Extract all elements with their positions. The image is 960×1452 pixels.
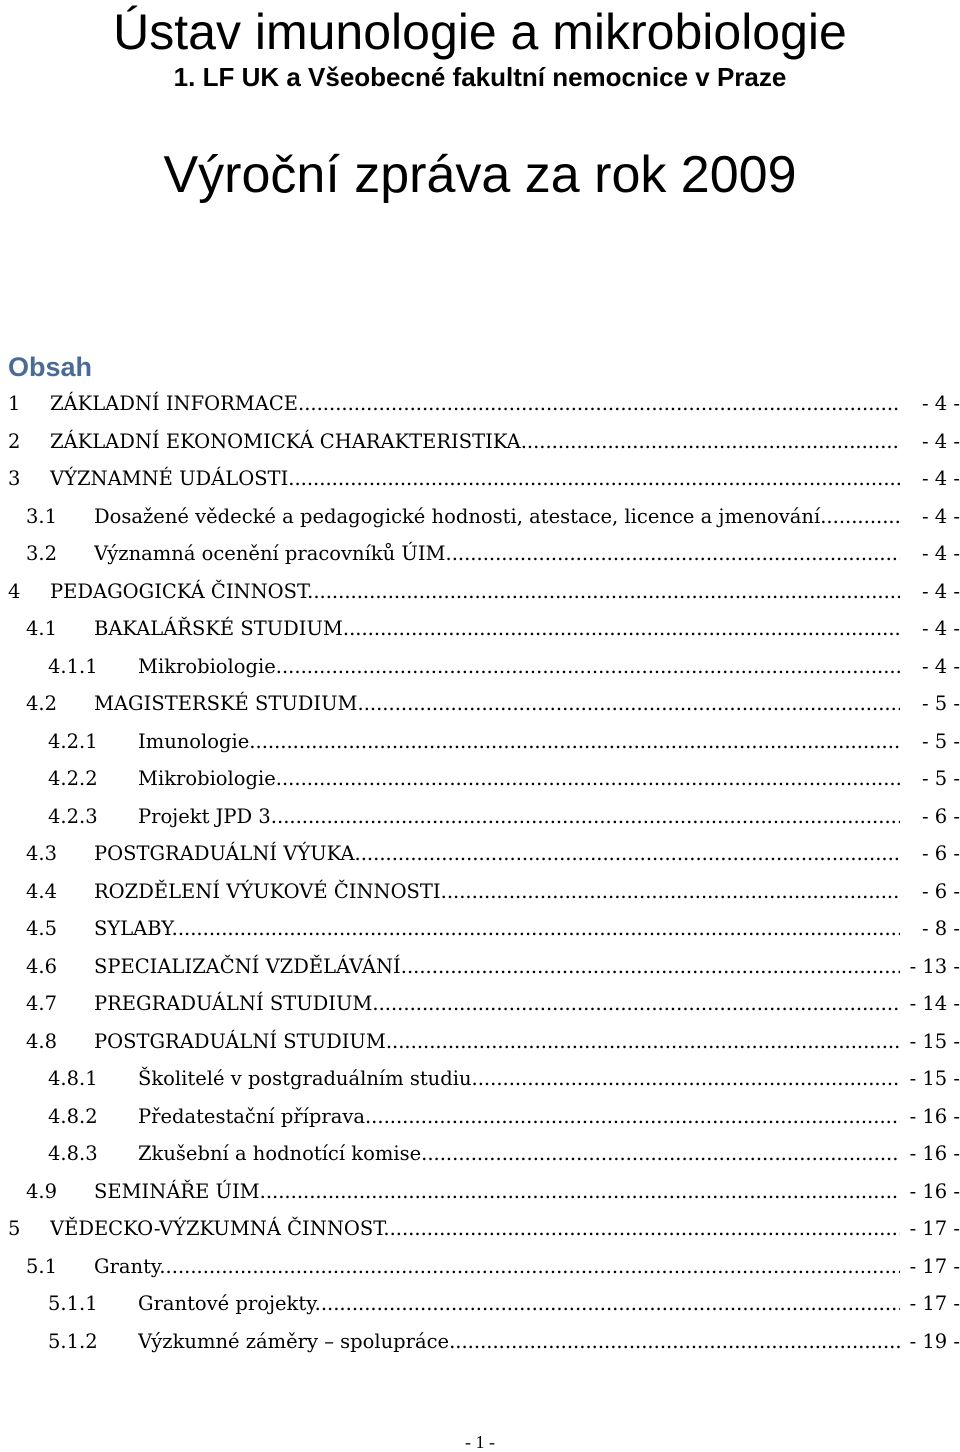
toc-entry-page: - 8 -	[922, 917, 960, 940]
toc-entry-label: VĚDECKO-VÝZKUMNÁ ČINNOST .....	[50, 1210, 900, 1248]
toc-entry-page: - 5 -	[922, 767, 960, 790]
toc-entry[interactable]	[8, 1248, 960, 1286]
toc-entry-page: - 16 -	[909, 1142, 960, 1165]
toc-entry[interactable]	[8, 498, 960, 536]
toc-entry-number: 4.2.2	[48, 767, 98, 790]
toc-entry-label: Zkušební a hodnotící komise .....	[138, 1135, 900, 1173]
toc-entry-number: 5.1.1	[48, 1292, 98, 1315]
toc-entry[interactable]	[8, 835, 960, 873]
toc-entry-page: - 6 -	[922, 804, 960, 828]
toc-entry-label: BAKALÁŘSKÉ STUDIUM .....	[94, 610, 900, 648]
toc-entry-page: - 16 -	[909, 1104, 960, 1128]
toc-entry[interactable]	[8, 910, 960, 948]
toc-entry-number: 4.1.1	[48, 654, 98, 678]
toc-entry-number: 4.3	[26, 842, 58, 865]
toc-entry-number: 4.8	[26, 1029, 58, 1053]
toc-entry-page: - 15 -	[909, 1029, 960, 1053]
toc-entry[interactable]	[8, 648, 960, 686]
toc-entry[interactable]	[8, 1135, 960, 1173]
toc-entry-number: 2	[8, 429, 21, 453]
toc-entry[interactable]	[8, 1023, 960, 1061]
toc-entry-page: - 5 -	[922, 692, 960, 715]
toc-entry-number: 4.6	[26, 954, 58, 978]
toc-entry-number: 4.8.2	[48, 1104, 98, 1128]
toc-entry-page: - 4 -	[922, 467, 960, 490]
toc-entry-label: ZÁKLADNÍ EKONOMICKÁ CHARAKTERISTIKA .....	[50, 423, 900, 461]
toc-entry[interactable]	[8, 1210, 960, 1248]
table-of-contents	[8, 385, 960, 1360]
toc-entry-number: 3.2	[26, 542, 58, 565]
document-title: Výroční zpráva za rok 2009	[163, 146, 797, 204]
toc-entry-label: Mikrobiologie .....	[138, 648, 900, 686]
institute-title: Ústav imunologie a mikrobiologie	[113, 4, 847, 60]
toc-entry-number: 4.1	[26, 617, 58, 640]
toc-entry[interactable]	[8, 685, 960, 723]
toc-entry-number: 4.2.1	[48, 729, 98, 753]
toc-entry-number: 3	[8, 467, 21, 490]
toc-entry-page: - 4 -	[922, 654, 960, 678]
toc-entry[interactable]	[8, 535, 960, 573]
toc-entry[interactable]	[8, 1323, 960, 1361]
toc-entry-number: 4	[8, 579, 21, 603]
toc-entry-number: 4.8.1	[48, 1067, 98, 1090]
toc-entry[interactable]	[8, 760, 960, 798]
toc-entry-page: - 17 -	[909, 1292, 960, 1315]
toc-entry-label: POSTGRADUÁLNÍ STUDIUM .....	[94, 1023, 900, 1061]
toc-entry-label: Školitelé v postgraduálním studiu .....	[138, 1060, 900, 1098]
toc-entry-page: - 4 -	[922, 542, 960, 565]
toc-entry-label: SPECIALIZAČNÍ VZDĚLÁVÁNÍ .....	[94, 948, 900, 986]
toc-entry-label: Významná ocenění pracovníků ÚIM .....	[94, 535, 900, 573]
toc-entry-number: 4.8.3	[48, 1142, 98, 1165]
toc-entry-page: - 17 -	[909, 1254, 960, 1278]
toc-entry-number: 4.5	[26, 917, 58, 940]
toc-entry[interactable]	[8, 1098, 960, 1136]
toc-entry[interactable]	[8, 460, 960, 498]
toc-entry[interactable]	[8, 798, 960, 836]
page-number: - 1 -	[465, 1432, 495, 1452]
toc-entry-page: - 13 -	[909, 954, 960, 978]
toc-entry-label: VÝZNAMNÉ UDÁLOSTI .....	[50, 460, 900, 498]
toc-entry[interactable]	[8, 1173, 960, 1211]
toc-entry[interactable]	[8, 948, 960, 986]
toc-entry[interactable]	[8, 873, 960, 911]
toc-entry-number: 5.1	[26, 1254, 58, 1278]
toc-entry[interactable]	[8, 385, 960, 423]
toc-entry-page: - 19 -	[909, 1329, 960, 1353]
toc-entry[interactable]	[8, 573, 960, 611]
toc-entry-page: - 4 -	[922, 617, 960, 640]
toc-entry-page: - 4 -	[922, 429, 960, 453]
toc-entry-label: PEDAGOGICKÁ ČINNOST .....	[50, 573, 900, 611]
toc-entry-page: - 16 -	[909, 1179, 960, 1203]
toc-entry-page: - 4 -	[922, 579, 960, 603]
toc-entry-page: - 4 -	[922, 392, 960, 415]
toc-entry-label: Výzkumné záměry – spolupráce .....	[138, 1323, 900, 1361]
toc-entry-page: - 4 -	[922, 504, 960, 528]
toc-entry-label: POSTGRADUÁLNÍ VÝUKA .....	[94, 835, 900, 873]
toc-entry-number: 4.9	[26, 1179, 58, 1203]
toc-entry-page: - 5 -	[922, 729, 960, 753]
toc-entry-page: - 14 -	[909, 992, 960, 1015]
toc-entry-number: 5	[8, 1217, 21, 1240]
toc-entry-label: Grantové projekty .....	[138, 1285, 900, 1323]
toc-entry-page: - 15 -	[909, 1067, 960, 1090]
faculty-subtitle: 1. LF UK a Všeobecné fakultní nemocnice v Praze	[173, 62, 787, 92]
toc-entry[interactable]	[8, 610, 960, 648]
toc-entry-label: Mikrobiologie .....	[138, 760, 900, 798]
toc-entry[interactable]	[8, 423, 960, 461]
toc-entry-label: Granty .....	[94, 1248, 900, 1286]
toc-entry-page: - 17 -	[909, 1217, 960, 1240]
toc-entry-page: - 6 -	[922, 842, 960, 865]
toc-entry-label: Imunologie .....	[138, 723, 900, 761]
toc-entry-number: 4.2	[26, 692, 58, 715]
toc-entry-label: Projekt JPD 3 .....	[138, 798, 900, 836]
toc-entry[interactable]	[8, 985, 960, 1023]
toc-heading: Obsah	[8, 352, 93, 382]
toc-entry-label: MAGISTERSKÉ STUDIUM .....	[94, 685, 900, 723]
toc-entry-label: ROZDĚLENÍ VÝUKOVÉ ČINNOSTI .....	[94, 873, 900, 911]
toc-entry[interactable]	[8, 723, 960, 761]
toc-entry-number: 5.1.2	[48, 1329, 98, 1353]
toc-entry-label: SEMINÁŘE ÚIM .....	[94, 1173, 900, 1211]
toc-entry-number: 4.4	[26, 879, 58, 903]
toc-entry-number: 3.1	[26, 504, 58, 528]
toc-entry-number: 1	[8, 392, 21, 415]
toc-entry-label: Dosažené vědecké a pedagogické hodnosti, atestace, licence a jmenování .....	[94, 498, 900, 536]
toc-entry-label: Předatestační příprava .....	[138, 1098, 900, 1136]
toc-entry[interactable]	[8, 1285, 960, 1323]
toc-entry-page: - 6 -	[922, 879, 960, 903]
toc-entry[interactable]	[8, 1060, 960, 1098]
toc-entry-label: ZÁKLADNÍ INFORMACE .....	[50, 385, 900, 423]
toc-entry-label: SYLABY .....	[94, 910, 900, 948]
toc-entry-number: 4.7	[26, 992, 58, 1015]
toc-entry-number: 4.2.3	[48, 804, 98, 828]
toc-entry-label: PREGRADUÁLNÍ STUDIUM .....	[94, 985, 900, 1023]
